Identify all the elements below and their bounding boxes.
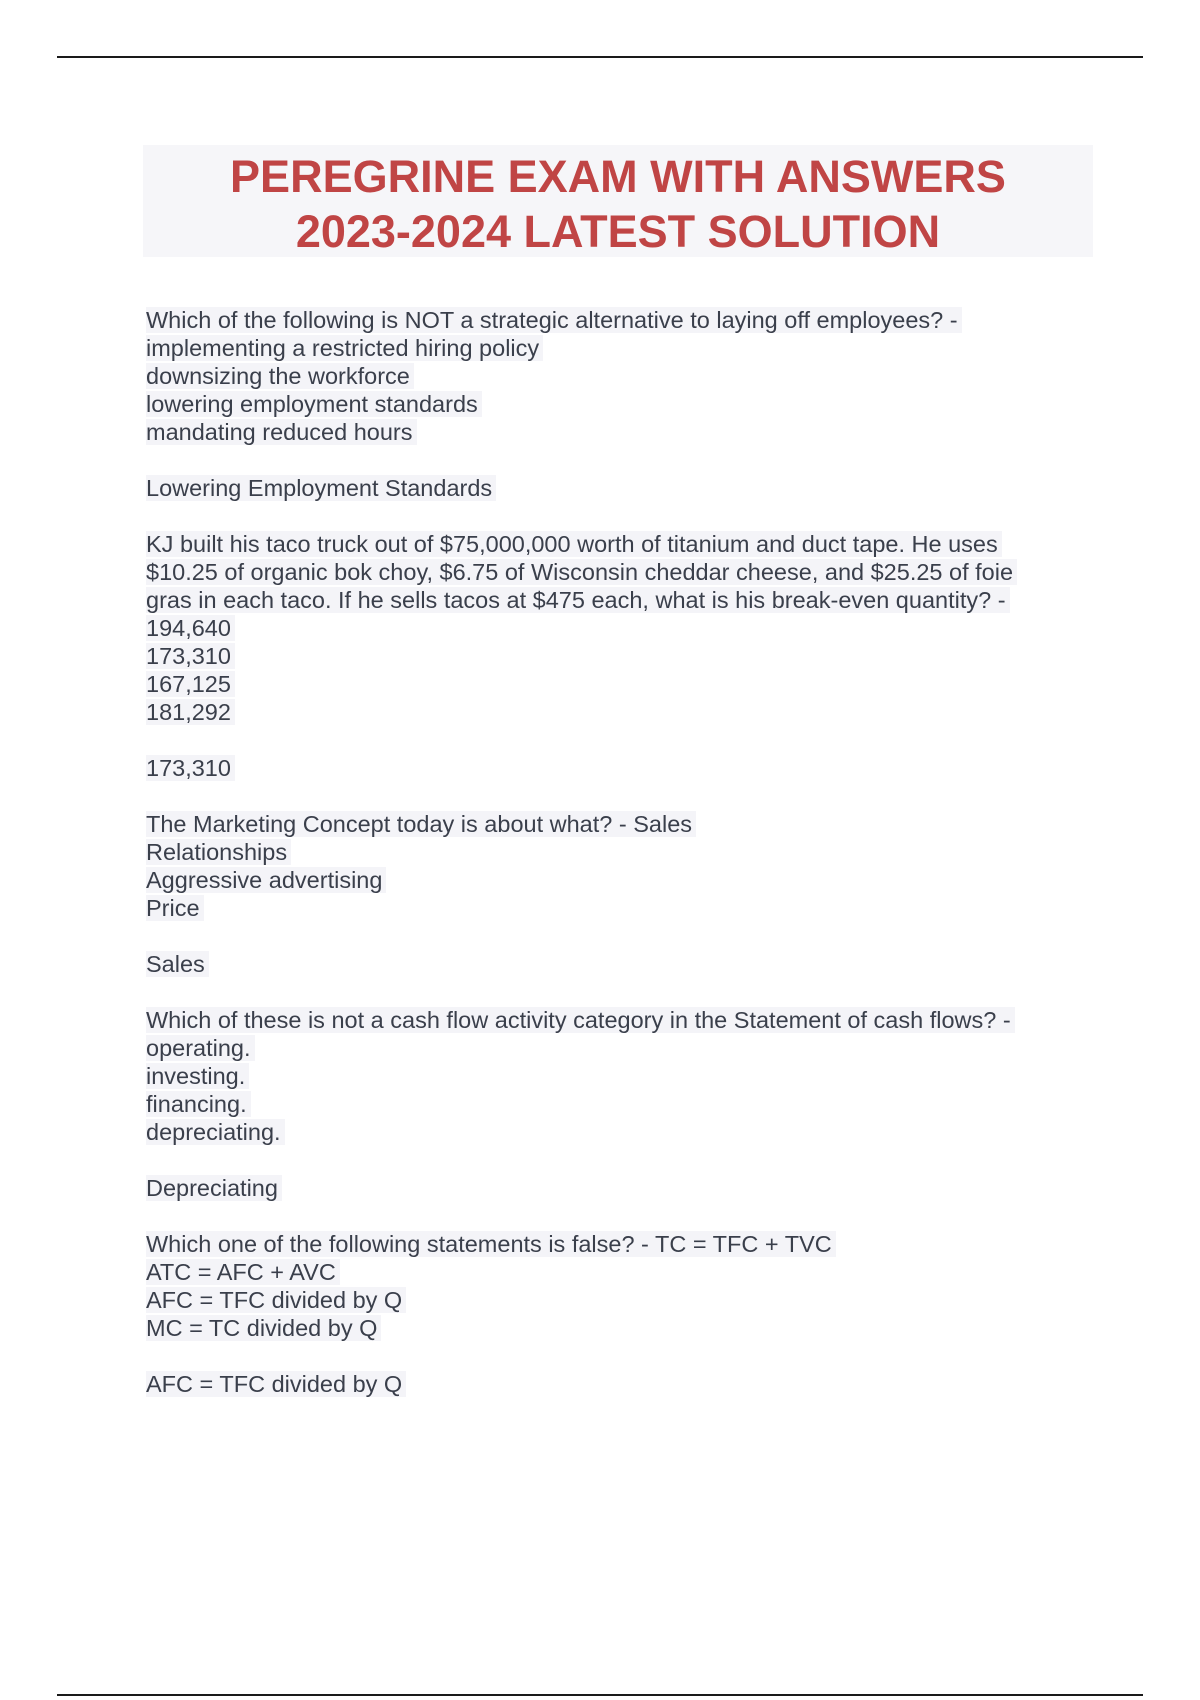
- question-text: Which of the following is NOT a strategic alternative to laying off employees? -: [146, 306, 1066, 334]
- question-block-5: [146, 1230, 1066, 1398]
- bottom-rule: [57, 1694, 1143, 1696]
- title-line-2: 2023-2024 LATEST SOLUTION: [295, 206, 941, 257]
- question-text: KJ built his taco truck out of $75,000,000 worth of titanium and duct tape. He uses: [146, 530, 1066, 558]
- option: downsizing the workforce: [146, 362, 1066, 390]
- option: MC = TC divided by Q: [146, 1314, 1066, 1342]
- question-text: Which one of the following statements is false? - TC = TFC + TVC: [146, 1230, 1066, 1258]
- answer: AFC = TFC divided by Q: [146, 1370, 1066, 1398]
- question-block-1: [146, 306, 1066, 502]
- option: mandating reduced hours: [146, 418, 1066, 446]
- answer: Sales: [146, 950, 1066, 978]
- answer: 173,310: [146, 754, 1066, 782]
- option: 181,292: [146, 698, 1066, 726]
- option: 173,310: [146, 642, 1066, 670]
- option: implementing a restricted hiring policy: [146, 334, 1066, 362]
- option: lowering employment standards: [146, 390, 1066, 418]
- option: 194,640: [146, 614, 1066, 642]
- answer: Lowering Employment Standards: [146, 474, 1066, 502]
- option: depreciating.: [146, 1118, 1066, 1146]
- option: investing.: [146, 1062, 1066, 1090]
- option: Aggressive advertising: [146, 866, 1066, 894]
- option: 167,125: [146, 670, 1066, 698]
- title-line-1: PEREGRINE EXAM WITH ANSWERS: [230, 151, 1006, 202]
- option: Price: [146, 894, 1066, 922]
- title-banner: [143, 145, 1093, 257]
- question-text: Which of these is not a cash flow activity category in the Statement of cash flows? -: [146, 1006, 1066, 1034]
- option: Relationships: [146, 838, 1066, 866]
- question-text: gras in each taco. If he sells tacos at $475 each, what is his break-even quantity? -: [146, 586, 1066, 614]
- question-block-2: [146, 530, 1066, 782]
- question-block-4: [146, 1006, 1066, 1202]
- option: operating.: [146, 1034, 1066, 1062]
- question-text: The Marketing Concept today is about what? - Sales: [146, 810, 1066, 838]
- question-text: $10.25 of organic bok choy, $6.75 of Wisconsin cheddar cheese, and $25.25 of foie: [146, 558, 1066, 586]
- question-block-3: [146, 810, 1066, 978]
- answer: Depreciating: [146, 1174, 1066, 1202]
- option: financing.: [146, 1090, 1066, 1118]
- question-list: [146, 306, 1066, 1426]
- top-rule: [57, 56, 1143, 58]
- option: AFC = TFC divided by Q: [146, 1286, 1066, 1314]
- option: ATC = AFC + AVC: [146, 1258, 1066, 1286]
